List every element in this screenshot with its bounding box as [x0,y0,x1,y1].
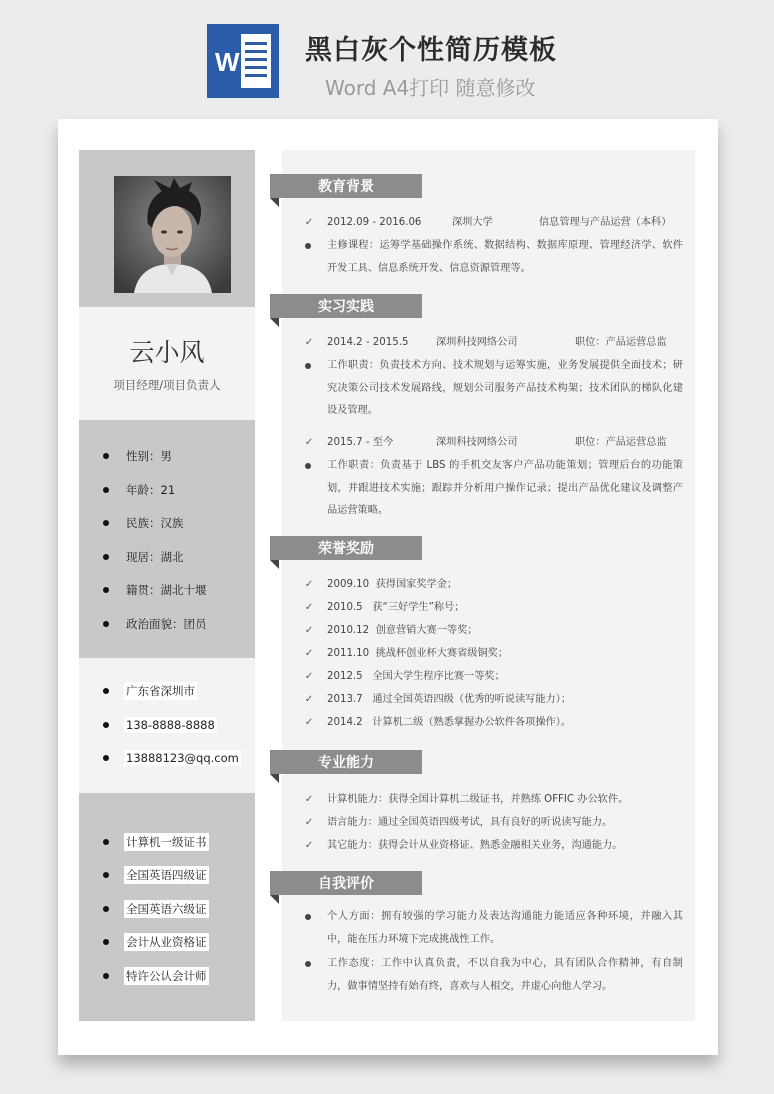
job-desc: 工作职责：负责技术方向、技术规划与运筹实施，业务发展提供全面技术；研究决策公司技术发展路线，规划公司服务产品技术构架；技术团队的梯队化建设及管理。 [303,355,683,423]
cert-item: 会计从业资格证 [103,931,209,953]
avatar [114,176,231,293]
bullet-icon [305,363,311,369]
check-icon: ✓ [304,217,314,228]
bullet-icon [103,872,109,878]
page-subtitle: Word A4打印 随意修改 [325,76,536,100]
check-icon: ✓ [304,694,314,705]
check-icon: ✓ [304,579,314,590]
cert-item: 全国英语四级证 [103,864,209,886]
candidate-role: 项目经理/项目负责人 [113,378,221,392]
word-logo-letter: W [215,47,240,77]
bullet-icon [103,554,109,560]
bullet-icon [305,243,311,249]
skill-item: ✓ 语言能力：通过全国英语四级考试，具有良好的听说读写能力。 [303,812,683,835]
info-item-ethnicity: 民族：汉族 [103,512,186,534]
candidate-name: 云小风 [129,338,205,367]
section-title-practice: 实习实践 [270,294,422,318]
self-eval-item: 工作态度：工作中认真负责，不以自我为中心，具有团队合作精神，有自制力，做事情坚持有始有终，喜欢与人相交，并虚心向他人学习。 [303,953,683,998]
check-icon: ✓ [304,794,314,805]
skill-item: ✓ 其它能力：获得会计从业资格证、熟悉金融相关业务，沟通能力。 [303,835,683,858]
check-icon: ✓ [304,671,314,682]
skill-item: ✓ 计算机能力：获得全国计算机二级证书，并熟练 OFFIC 办公软件。 [303,789,683,812]
cert-item: 计算机一级证书 [103,831,209,853]
bullet-icon [305,961,311,967]
bullet-icon [103,839,109,845]
certificates-panel [79,793,255,1021]
bullet-icon [305,463,311,469]
contact-address: 广东省深圳市 [103,680,197,702]
section-title-skills: 专业能力 [270,750,422,774]
contact-phone: 138-8888-8888 [103,714,217,736]
education-courses: 主修课程：运筹学基础操作系统、数据结构、数据库原理、管理经济学、软件开发工具、信息系统开发、信息资源管理等。 [303,235,683,280]
section-title-honors: 荣誉奖励 [270,536,422,560]
check-icon: ✓ [304,337,314,348]
honor-item: ✓ 2010.5 获“三好学生”称号； [303,597,683,620]
self-eval-item: 个人方面：拥有较强的学习能力及表达沟通能力能适应各种环境，并融入其中，能在压力环境下完成挑战性工作。 [303,906,683,951]
name-panel [79,307,255,420]
bullet-icon [103,939,109,945]
bullet-icon [103,722,109,728]
info-item-age: 年龄：21 [103,479,177,501]
photo-panel [79,150,255,307]
avatar-portrait-image [114,176,231,293]
bullet-icon [103,621,109,627]
bullet-icon [103,906,109,912]
word-icon [207,24,279,98]
bullet-icon [103,587,109,593]
info-item-gender: 性别：男 [103,445,174,467]
personal-info-panel [79,420,255,658]
info-item-hometown: 籍贯：湖北十堰 [103,579,209,601]
bullet-icon [103,487,109,493]
bullet-icon [305,914,311,920]
honor-item: ✓ 2013.7 通过全国英语四级（优秀的听说读写能力）； [303,689,683,712]
contact-email: 13888123@qq.com [103,747,241,769]
page-title: 黑白灰个性简历模板 [305,35,557,66]
check-icon: ✓ [304,840,314,851]
bullet-icon [103,973,109,979]
section-title-education: 教育背景 [270,174,422,198]
honor-item: ✓ 2014.2 计算机二级（熟悉掌握办公软件各项操作）。 [303,712,683,735]
bullet-icon [103,688,109,694]
page-header [0,0,774,112]
honor-item: ✓ 2011.10 挑战杯创业杯大赛省级铜奖； [303,643,683,666]
honor-item: ✓ 2012.5 全国大学生程序比赛一等奖； [303,666,683,689]
check-icon: ✓ [304,602,314,613]
honor-item: ✓ 2010.12 创意营销大赛一等奖； [303,620,683,643]
right-column: 教育背景 ✓ 2012.09 - 2016.06 深圳大学 信息管理与产品运营（本科） 主修课程：运筹学基础操作系统、数据结构、数据库原理、管理经济学、软件开发工具、信息系统开发、信息资源管理等。 实习实践 ✓ 2014.2 - 2015.5 深圳科技网络公司 职位：产品运营总监 工作职责：负责技术方向、技术规划与运筹实施，业务发展提供全面技术；研究决策公司技术发展路线，规划公司服务产品技术构架；技术团队的梯队化建设及管理。 ✓ 2015.7 - 至今 深圳科技网络公司 职位：产品运营总监 工作职责：负责基于 LBS 的手机交友客户产品功能策划；管理后台的功能策划，并跟进技术实施；跟踪并分析用户操作记录；提出产品优化建议及调整产品运营策略。 荣誉奖励 ✓ 2009.10 获得国家奖学金； ✓ 2010.5 获“三好学生”称号； ✓ 2010.12 创意营销大赛一等奖； ✓ 2011.10 挑战杯创业杯大赛省级铜奖； ✓ 2012.5 全国大学生程序比赛一等奖； ✓ 2013.7 通过全国英语四级（优秀的听说读写能力）； ✓ 2014.2 计算机二级（熟悉掌握办公软件各项操作）。 专业能力 ✓ 计算机能力：获得全国计算机二级证书，并熟练 OFFIC 办公软件。 ✓ 语言能力：通过全国英语四级考试，具有良好的听说读写能力。 ✓ 其它能力：获得会计从业资格证、熟悉金融相关业务，沟通能力。 自我评价 个人方面：拥有较强的学习能力及表达沟通能力能适应各种环境，并融入其中，能在压力环境下完成挑战性工作。 工作态度：工作中认真负责，不以自我为中心，具有团队合作精神，有自制力，做事情坚持有始有终，喜欢与人相交，并虚心向他人学习。 [282,150,695,1021]
info-item-residence: 现居：湖北 [103,546,186,568]
honor-item: ✓ 2009.10 获得国家奖学金； [303,574,683,597]
cert-item: 全国英语六级证 [103,898,209,920]
check-icon: ✓ [304,717,314,728]
resume-paper [58,119,718,1055]
left-column [79,150,255,1021]
bullet-icon [103,755,109,761]
contact-panel [79,658,255,793]
bullet-icon [103,453,109,459]
check-icon: ✓ [304,437,314,448]
job-desc: 工作职责：负责基于 LBS 的手机交友客户产品功能策划；管理后台的功能策划，并跟进技术实施；跟踪并分析用户操作记录；提出产品优化建议及调整产品运营策略。 [303,455,683,523]
check-icon: ✓ [304,625,314,636]
section-title-self-eval: 自我评价 [270,871,422,895]
check-icon: ✓ [304,648,314,659]
cert-item: 特许公认会计师 [103,965,209,987]
bullet-icon [103,520,109,526]
check-icon: ✓ [304,817,314,828]
info-item-political: 政治面貌：团员 [103,613,209,635]
